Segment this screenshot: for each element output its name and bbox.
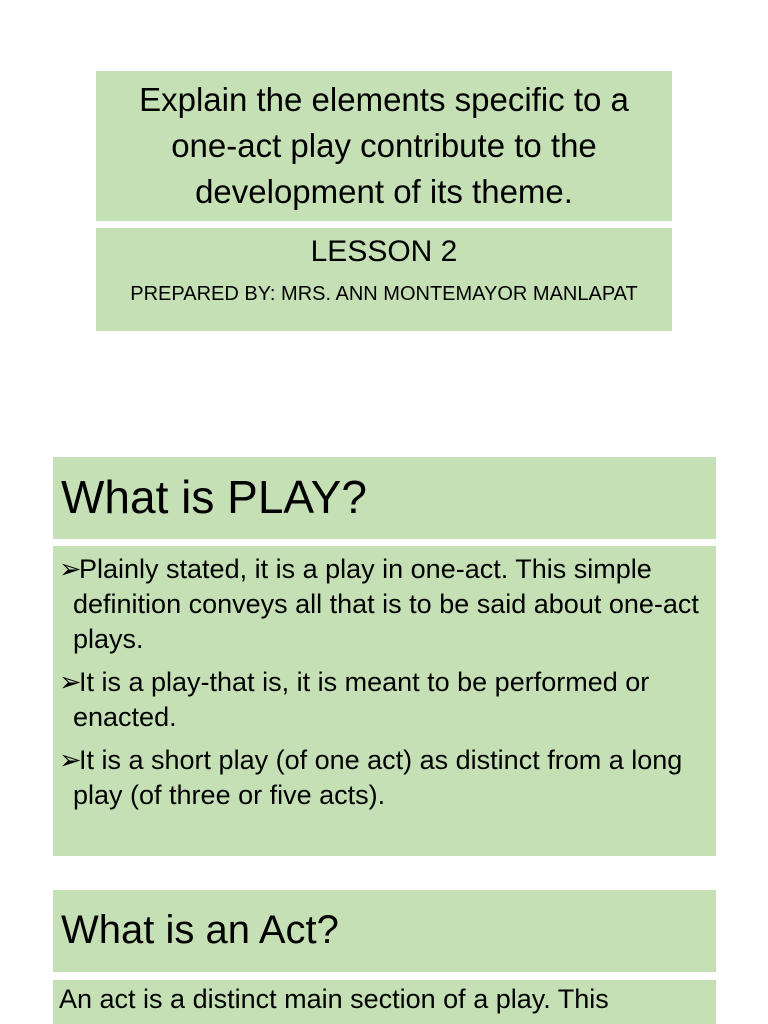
slide-title: Explain the elements specific to a one-act play contribute to the development of its theme.	[139, 81, 629, 210]
arrow-bullet-icon: ➢	[59, 667, 82, 697]
play-heading-box	[53, 457, 716, 539]
bullet-item	[59, 743, 704, 813]
act-heading-box	[53, 890, 716, 972]
lesson-box	[96, 228, 672, 331]
act-body-box	[53, 980, 716, 1024]
bullet-item	[59, 552, 704, 657]
play-heading: What is PLAY?	[61, 471, 367, 523]
bullet-item	[59, 665, 704, 735]
arrow-bullet-icon: ➢	[59, 745, 82, 775]
act-body-text: An act is a distinct main section of a play. This	[59, 984, 609, 1014]
arrow-bullet-icon: ➢	[59, 554, 82, 584]
bullet-text: Plainly stated, it is a play in one-act. This simple definition conveys all that is to be said about one-act plays.	[73, 554, 699, 654]
bullet-text: It is a short play (of one act) as distinct from a long play (of three or five acts).	[73, 745, 683, 810]
act-heading: What is an Act?	[61, 908, 339, 952]
title-box	[96, 71, 672, 221]
prepared-by-label: PREPARED BY: MRS. ANN MONTEMAYOR MANLAPAT	[130, 283, 638, 305]
play-body-box	[53, 546, 716, 856]
lesson-label: LESSON 2	[310, 235, 458, 268]
bullet-text: It is a play-that is, it is meant to be performed or enacted.	[73, 667, 650, 732]
